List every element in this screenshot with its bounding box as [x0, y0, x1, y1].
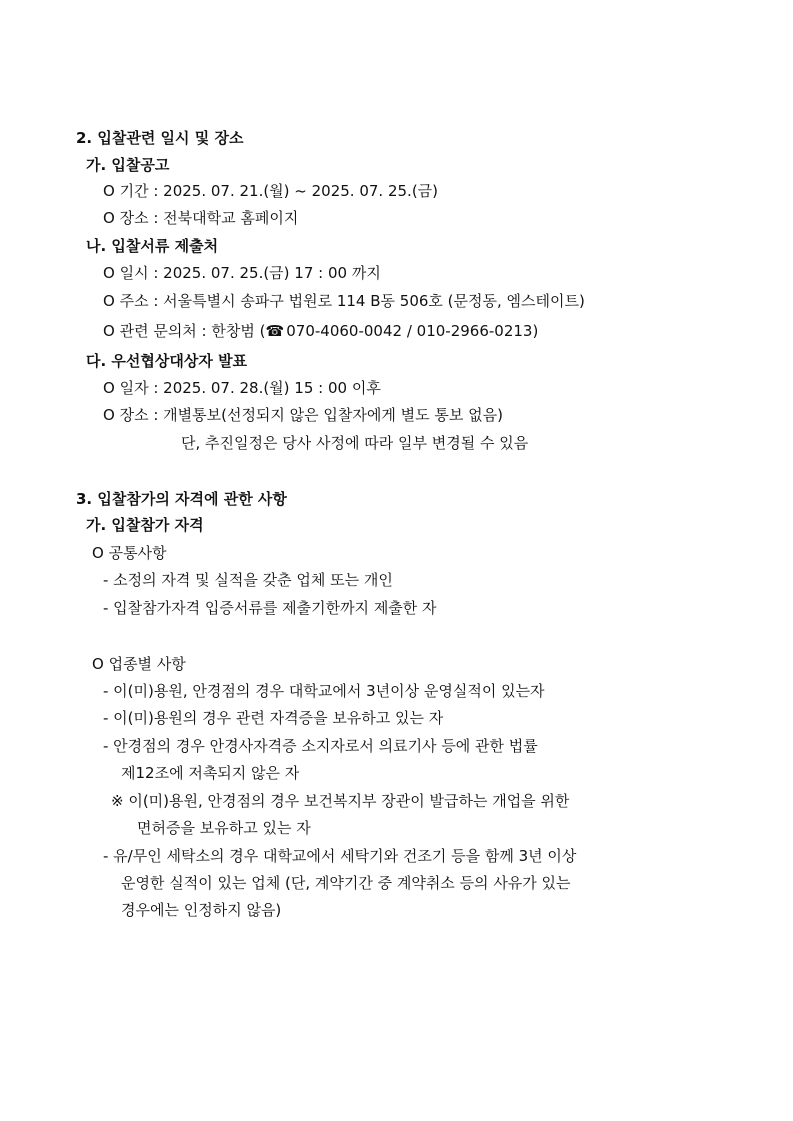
section-2-da-title: 다. 우선협상대상자 발표	[86, 352, 248, 370]
contact-numbers: 070-4060-0042 / 010-2966-0213)	[281, 322, 539, 340]
submission-address: O 주소 : 서울특별시 송파구 법원로 114 B동 506호 (문정동, 엠스테이트)	[103, 292, 585, 310]
license-note: ※ 이(미)용원, 안경점의 경우 보건복지부 장관이 발급하는 개업을 위한	[111, 792, 570, 810]
industry-requirement-continuation: 제12조에 저촉되지 않은 자	[121, 764, 300, 782]
announcement-place: O 장소 : 개별통보(선정되지 않은 입찰자에게 별도 통보 없음)	[103, 406, 503, 424]
bid-notice-place: O 장소 : 전북대학교 홈페이지	[103, 209, 299, 227]
common-requirement-item: - 소정의 자격 및 실적을 갖춘 업체 또는 개인	[103, 571, 393, 589]
section-3-title: 3. 입찰참가의 자격에 관한 사항	[76, 490, 287, 508]
section-2-ga-title: 가. 입찰공고	[86, 156, 170, 174]
common-requirements-heading: O 공통사항	[92, 544, 167, 562]
contact-line	[103, 321, 538, 341]
section-3-ga-title: 가. 입찰참가 자격	[86, 516, 204, 534]
phone-icon: ☎	[265, 322, 285, 340]
industry-requirement-item: - 유/무인 세탁소의 경우 대학교에서 세탁기와 건조기 등을 함께 3년 이상	[103, 847, 577, 865]
bid-notice-period: O 기간 : 2025. 07. 21.(월) ~ 2025. 07. 25.(금)	[103, 182, 439, 200]
industry-requirements-heading: O 업종별 사항	[92, 655, 186, 673]
license-note-continuation: 면허증을 보유하고 있는 자	[137, 819, 311, 837]
industry-requirement-continuation: 운영한 실적이 있는 업체 (단, 계약기간 중 계약취소 등의 사유가 있는	[121, 874, 571, 892]
submission-datetime: O 일시 : 2025. 07. 25.(금) 17 : 00 까지	[103, 264, 381, 282]
schedule-change-note: 단, 추진일정은 당사 사정에 따라 일부 변경될 수 있음	[181, 434, 529, 452]
industry-requirement-item: - 이(미)용원, 안경점의 경우 대학교에서 3년이상 운영실적이 있는자	[103, 682, 545, 700]
section-2-na-title: 나. 입찰서류 제출처	[86, 237, 219, 255]
industry-requirement-continuation: 경우에는 인정하지 않음)	[121, 901, 282, 919]
announcement-date: O 일자 : 2025. 07. 28.(월) 15 : 00 이후	[103, 379, 381, 397]
contact-prefix: O 관련 문의처 : 한창범 (	[103, 322, 266, 340]
industry-requirement-item: - 이(미)용원의 경우 관련 자격증을 보유하고 있는 자	[103, 709, 444, 727]
section-2-title: 2. 입찰관련 일시 및 장소	[76, 129, 244, 147]
common-requirement-item: - 입찰참가자격 입증서류를 제출기한까지 제출한 자	[103, 599, 437, 617]
industry-requirement-item: - 안경점의 경우 안경사자격증 소지자로서 의료기사 등에 관한 법률	[103, 737, 538, 755]
